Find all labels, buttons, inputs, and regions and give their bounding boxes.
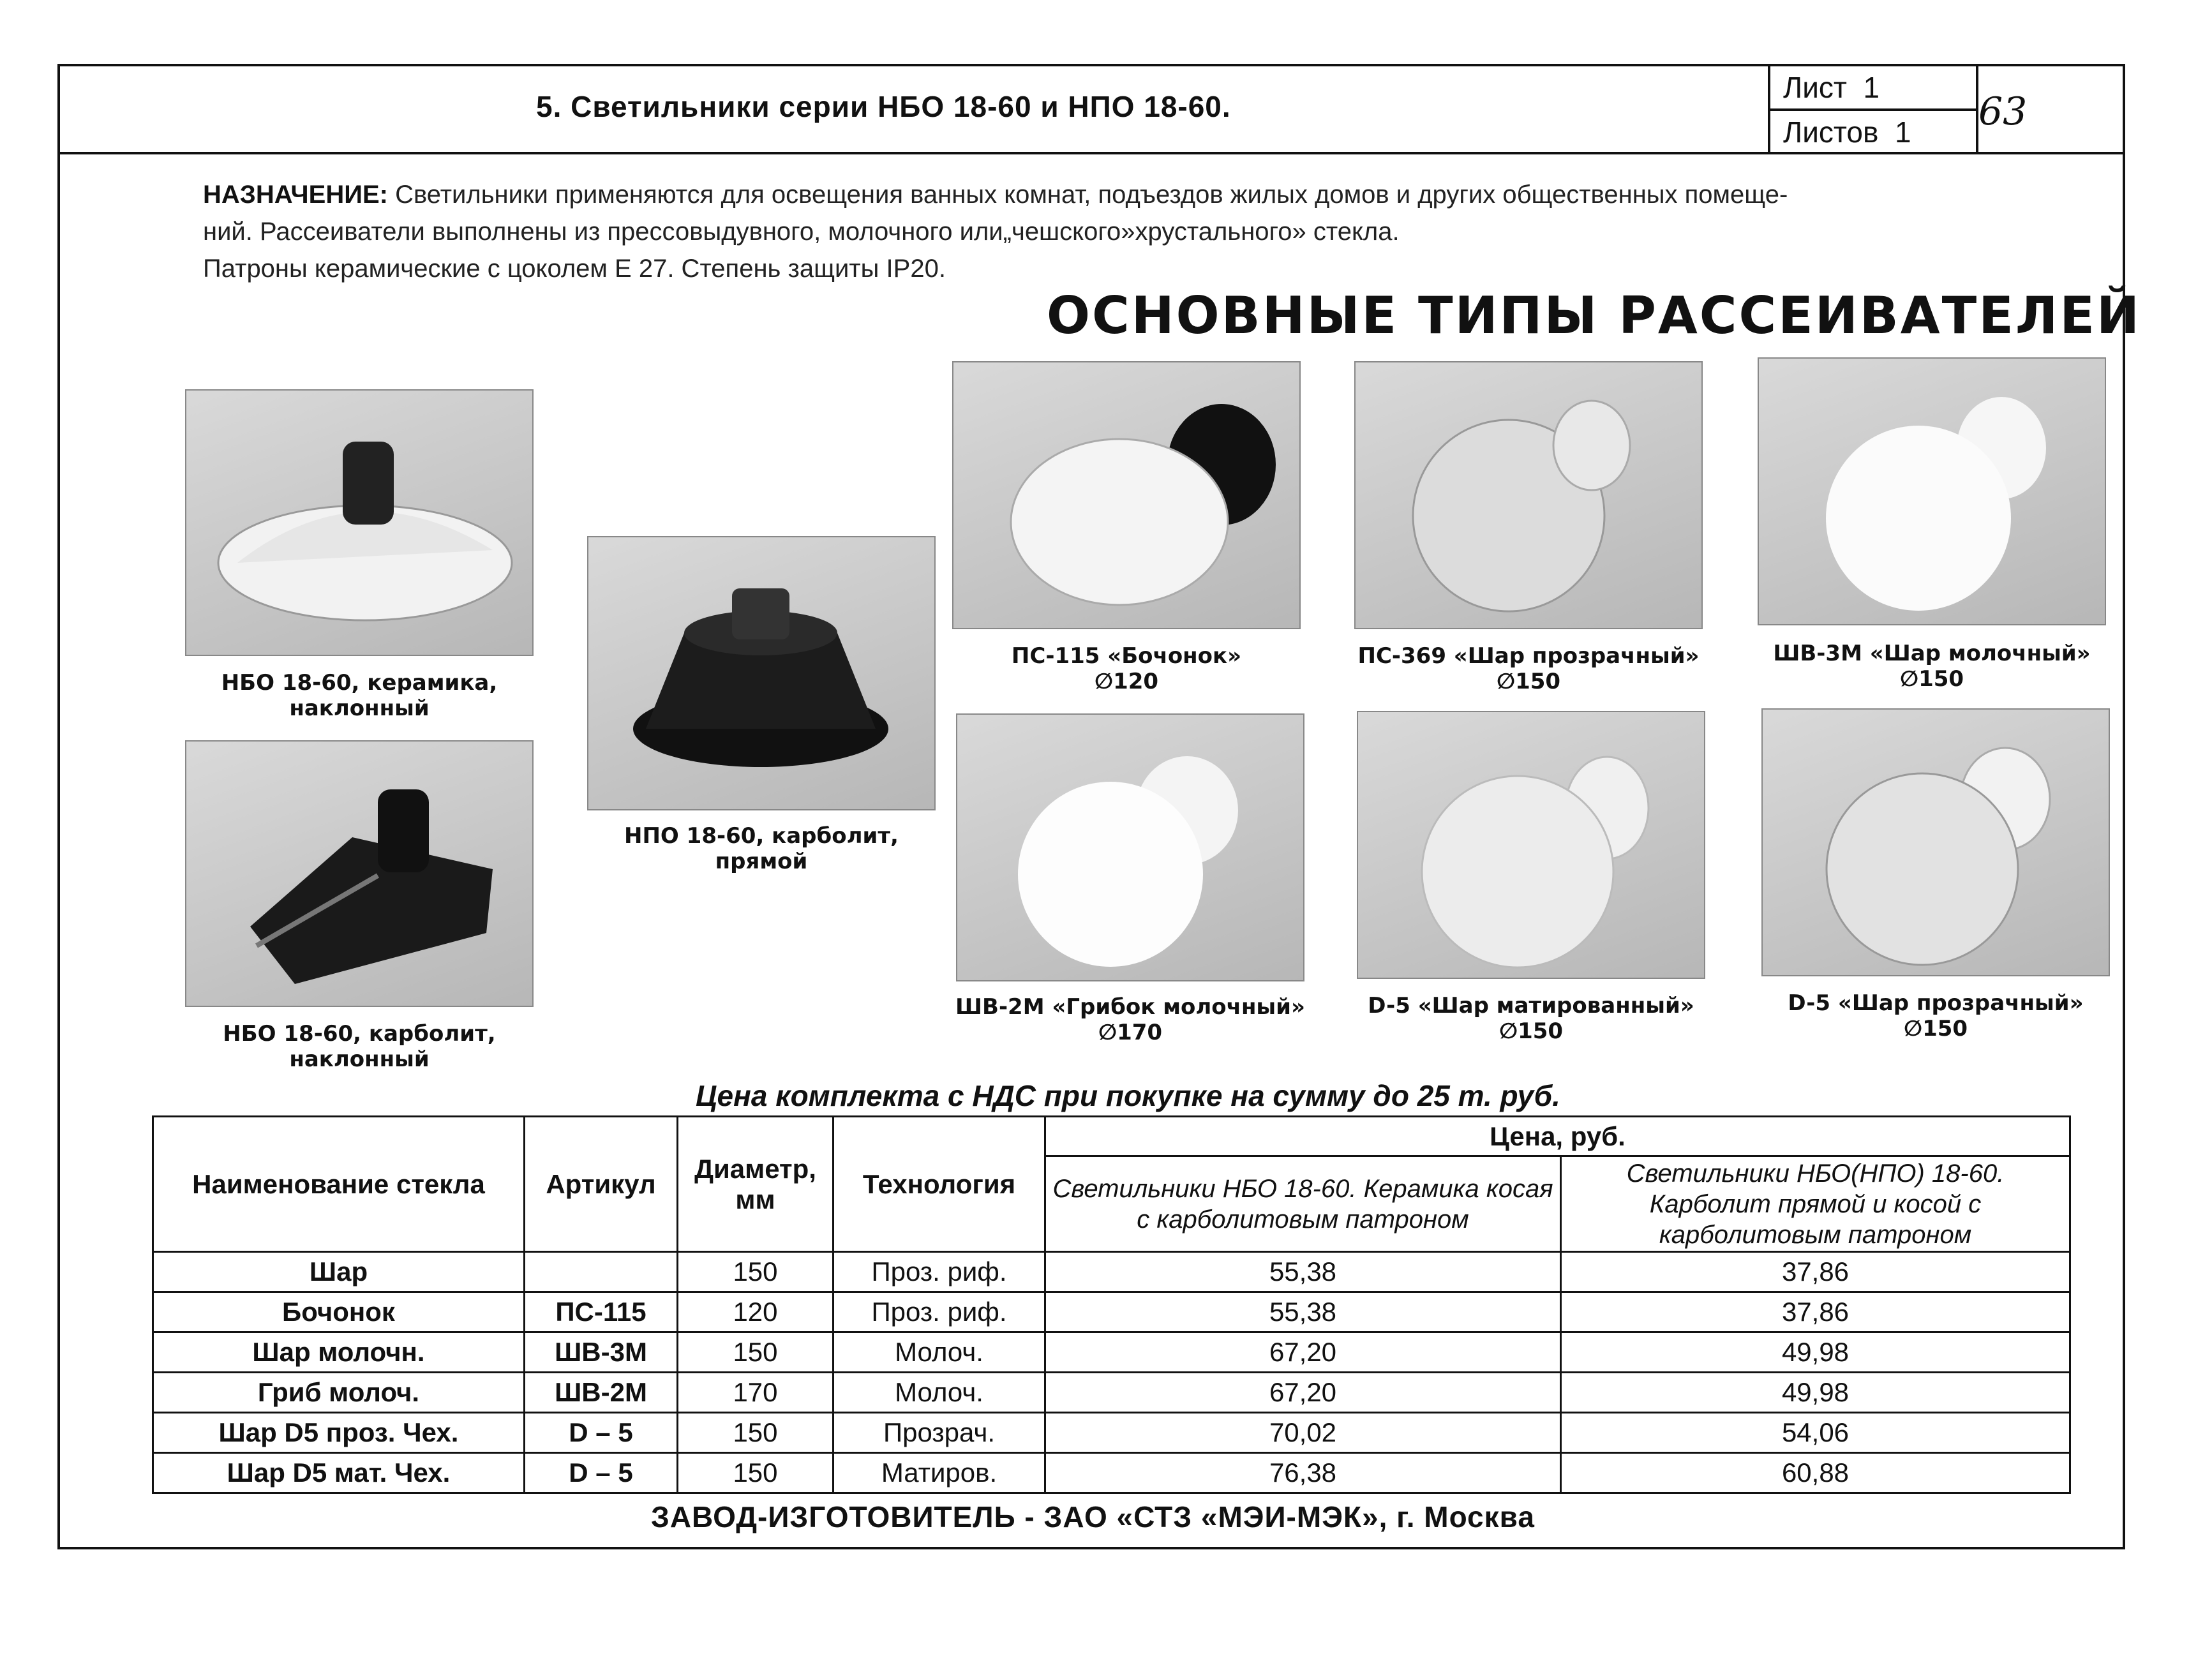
cell-p2: 60,88	[1561, 1453, 2070, 1493]
cell-tech: Молоч.	[833, 1373, 1045, 1413]
cell-article: D – 5	[525, 1453, 678, 1493]
cell-p1: 76,38	[1045, 1453, 1561, 1493]
cell-p2: 37,86	[1561, 1252, 2070, 1292]
table-row	[153, 1413, 2070, 1453]
diffuser-photo-d5-clear	[1761, 708, 2110, 976]
manufacturer-footer: ЗАВОД-ИЗГОТОВИТЕЛЬ - ЗАО «СТЗ «МЭИ-МЭК», г. Москва	[651, 1500, 1535, 1533]
diffuser-caption-d5-clear: D-5 «Шар прозрачный» ∅150	[1788, 990, 2084, 1041]
cell-p2: 49,98	[1561, 1373, 2070, 1413]
cell-article: ПС-115	[525, 1292, 678, 1332]
cell-name: Бочонок	[153, 1292, 525, 1332]
col-header-diameter: Диаметр, мм	[678, 1117, 833, 1252]
cell-tech: Прозрач.	[833, 1413, 1045, 1453]
cell-diameter: 150	[678, 1453, 833, 1493]
cell-name: Шар D5 проз. Чех.	[153, 1413, 525, 1453]
cell-diameter: 120	[678, 1292, 833, 1332]
col-header-price-nbo: Светильники НБО 18-60. Керамика косая с карболитовым патроном	[1045, 1156, 1561, 1252]
carbolite-tilted-fixture-image	[186, 742, 534, 1007]
ps115-image	[953, 362, 1301, 629]
d5-matte-image	[1358, 712, 1705, 979]
diffuser-caption-ps115: ПС-115 «Бочонок» ∅120	[1011, 643, 1242, 694]
cell-p2: 49,98	[1561, 1332, 2070, 1373]
cell-p1: 55,38	[1045, 1252, 1561, 1292]
cell-diameter: 150	[678, 1252, 833, 1292]
cell-p1: 67,20	[1045, 1332, 1561, 1373]
table-row	[153, 1332, 2070, 1373]
diffuser-caption-d5-matte: D-5 «Шар матированный» ∅150	[1368, 993, 1694, 1044]
ceramic-fixture-image	[186, 391, 534, 656]
fixture-caption-2: НБО 18-60, карболит, наклонный	[223, 1021, 496, 1072]
fixture-caption-1: НБО 18-60, керамика, наклонный	[221, 670, 498, 721]
col-header-article: Артикул	[525, 1117, 678, 1252]
sheet-cell: Лист 1	[1768, 64, 1978, 111]
cell-article: D – 5	[525, 1413, 678, 1453]
section-heading: ОСНОВНЫЕ ТИПЫ РАССЕИВАТЕЛЕЙ	[1047, 286, 2141, 345]
shv3m-image	[1759, 359, 2106, 625]
intro-text: НАЗНАЧЕНИЕ: Светильники применяются для освещения ванных комнат, подъездов жилых домов и других общественных помеще- ний. Рассеиватели выполнены из прессовыдувного, молочного или„чешского»хрустального» стекла. Патроны керамические с цоколем Е 27. Степень защиты IP20.	[203, 181, 1788, 283]
col-header-name: Наименование стекла	[153, 1117, 525, 1252]
page-number: 63	[1978, 89, 2028, 134]
diffuser-photo-ps115	[952, 361, 1301, 629]
cell-p1: 67,20	[1045, 1373, 1561, 1413]
diffuser-caption-shv2m: ШВ-2М «Грибок молочный» ∅170	[955, 994, 1305, 1045]
cell-diameter: 150	[678, 1413, 833, 1453]
table-row	[153, 1292, 2070, 1332]
cell-diameter: 150	[678, 1332, 833, 1373]
price-table	[152, 1115, 2071, 1494]
cell-tech: Проз. риф.	[833, 1292, 1045, 1332]
carbolite-straight-fixture-image	[588, 537, 936, 810]
sheets-cell: Листов 1	[1768, 108, 1978, 154]
cell-p1: 55,38	[1045, 1292, 1561, 1332]
cell-article: ШВ-3М	[525, 1332, 678, 1373]
diffuser-caption-shv3m: ШВ-3М «Шар молочный» ∅150	[1773, 641, 2091, 692]
cell-tech: Молоч.	[833, 1332, 1045, 1373]
diffuser-photo-shv2m	[956, 713, 1304, 981]
cell-name: Шар	[153, 1252, 525, 1292]
cell-name: Шар D5 мат. Чех.	[153, 1453, 525, 1493]
cell-p2: 54,06	[1561, 1413, 2070, 1453]
cell-article: ШВ-2М	[525, 1373, 678, 1413]
cell-p1: 70,02	[1045, 1413, 1561, 1453]
table-row	[153, 1252, 2070, 1292]
diffuser-photo-shv3m	[1758, 357, 2106, 625]
cell-article	[525, 1252, 678, 1292]
cell-diameter: 170	[678, 1373, 833, 1413]
table-row	[153, 1373, 2070, 1413]
intro-label: НАЗНАЧЕНИЕ:	[203, 181, 388, 209]
cell-name: Гриб молоч.	[153, 1373, 525, 1413]
table-row	[153, 1453, 2070, 1493]
d5-clear-image	[1763, 710, 2110, 976]
diffuser-photo-ps369	[1354, 361, 1703, 629]
fixture-photo-carbolite-straight	[587, 536, 936, 810]
shv2m-image	[957, 715, 1304, 981]
cell-tech: Проз. риф.	[833, 1252, 1045, 1292]
diffuser-photo-d5-matte	[1357, 711, 1705, 979]
col-header-technology: Технология	[833, 1117, 1045, 1252]
fixture-photo-carbolite-tilted	[185, 740, 534, 1007]
cell-p2: 37,86	[1561, 1292, 2070, 1332]
cell-name: Шар молочн.	[153, 1332, 525, 1373]
diffuser-caption-ps369: ПС-369 «Шар прозрачный» ∅150	[1357, 643, 1700, 694]
col-header-price-nbo-npo: Светильники НБО(НПО) 18-60. Карболит прямой и косой с карболитовым патроном	[1561, 1156, 2070, 1252]
price-title: Цена комплекта с НДС при покупке на сумму до 25 т. руб.	[696, 1079, 1560, 1112]
ps369-image	[1356, 362, 1703, 629]
fixture-caption-3: НПО 18-60, карболит, прямой	[624, 823, 899, 874]
page-title: 5. Светильники серии НБО 18-60 и НПО 18-60.	[536, 90, 1231, 123]
cell-tech: Матиров.	[833, 1453, 1045, 1493]
col-header-price: Цена, руб.	[1045, 1117, 2070, 1156]
fixture-photo-ceramic	[185, 389, 534, 656]
